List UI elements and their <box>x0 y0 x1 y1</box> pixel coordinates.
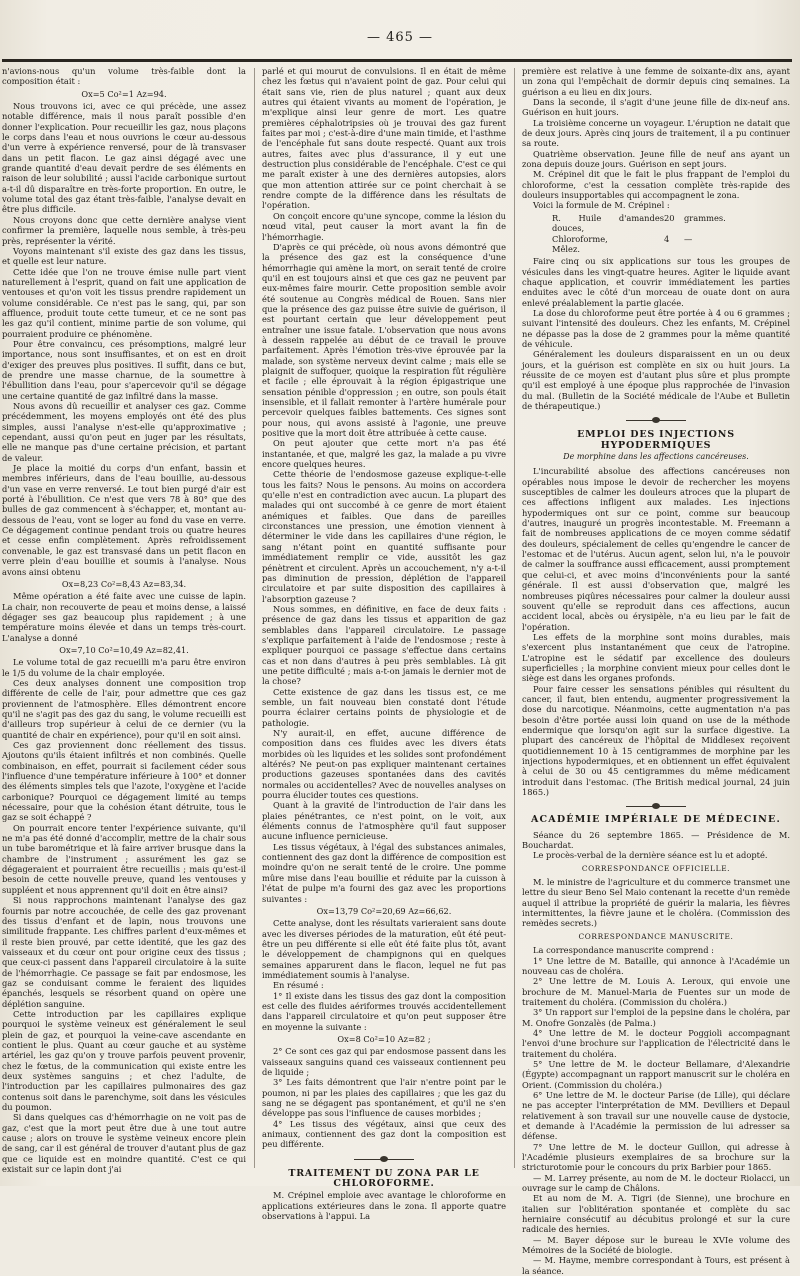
paragraph: Cette existence de gaz dans les tissus est, ce me semble, un fait nouveau bien constaté dont l'étude pourra éclairer certains points de physiologie et de pathologie. <box>262 686 506 728</box>
paragraph: Cette introduction par les capillaires explique pourquoi le système veineux est généralement le seul plein de gaz, et pourquoi la veine-cave ascendante en contient le plus. Quant au cœur gauche et au système artériel, les gaz qu'on y trouve parfois peuvent provenir, chez le fœtus, de la communication qui existe entre les deux systèmes sanguins ; et chez l'adulte, de l'introduction par les capillaires pulmonaires des gaz contenus soit dans le parenchyme, soit dans les vésicules du poumon. <box>2 1008 246 1113</box>
paragraph: 1° Une lettre de M. Bataille, qui annonce à l'Académie un nouveau cas de choléra. <box>522 955 790 976</box>
paragraph: Pour être convaincu, ces présomptions, malgré leur importance, nous sont insuffisantes, et on est en droit d'exiger des preuves plus positives. Il suffit, dans ce but, de prendre une masse charnue, de la soumettre à l'ébullition dans l'eau, pour s'apercevoir qu'il se dégage une certaine quantité de gaz infiltré dans la masse. <box>2 338 246 401</box>
paragraph: On conçoit encore qu'une syncope, comme la lésion du nœud vital, peut causer la mort avant la fin de l'hémorrhagie. <box>262 210 506 242</box>
paragraph: 4° Une lettre de M. le docteur Poggioli accompagnant l'envoi d'une brochure sur l'application de l'électricité dans le traitement du choléra. <box>522 1027 790 1059</box>
subsection-heading: CORRESPONDANCE MANUSCRITE. <box>578 931 734 941</box>
gas-formula: Ox=7,10 Co²=10,49 Az=82,41. <box>59 644 189 655</box>
paragraph: 2° Ce sont ces gaz qui par endosmose passent dans les vaisseaux sanguins quand ces vaisseaux contiennent peu de liquide ; <box>262 1046 506 1077</box>
paragraph: Nous trouvons ici, avec ce qui précède, une assez notable différence, mais il nous paraît possible d'en donner l'explication. Pour recueillir les gaz, nous plaçons le corps dans l'eau et nous ouvrions le cœur au-dessous d'un verre à expérience renversé, pour de là transvaser dans un petit flacon. Le gaz ainsi dégagé avec une grande quantité d'eau devait perdre de ses éléments en raison de leur solubilité ; aussi l'acide carbonique surtout a-t-il dû disparaître en très-forte proportion. En outre, le volume total des gaz étant très-faible, l'analyse devait en être plus difficile. <box>2 101 246 215</box>
gas-formula: Ox=5 Co²=1 Az=94. <box>81 88 167 99</box>
header-rule <box>2 59 792 62</box>
column-left <box>2 66 246 1176</box>
paragraph: parlé et qui mourut de convulsions. Il en était de même chez les fœtus qui n'avaient point de gaz. Pour celui qui était sans vie, rien de plus naturel ; quant aux deux autres qui étaient vivants au moment de l'opération, je m'explique ainsi leur genre de mort. Les quatre premières céphalotripsies où je trouvai des gaz furent faites par moi ; c'est-à-dire d'une main timide, et l'asthme de l'encéphale fut sans doute respecté. Quant aux trois autres, faites avec plus d'assurance, il y eut une destruction plus considérable de l'encéphale. C'est ce qui me paraît exister à une des dernières autopsies, alors que mon attention attirée sur ce point cherchait à se rendre compte de la différence dans les résultats de l'opération. <box>262 66 506 211</box>
gas-formula: Ox=8 Co²=10 Az=82 ; <box>337 1033 431 1044</box>
paragraph: Quant à la gravité de l'introduction de l'air dans les plaies pénétrantes, ce n'est point, on le voit, aux éléments connus de l'atmosphère qu'il faut supposer aucune influence pernicieuse. <box>262 800 506 842</box>
section-title: EMPLOI DES INJECTIONS HYPODERMIQUES <box>577 429 735 451</box>
paragraph: — M. Bayer dépose sur le bureau le XVIe volume des Mémoires de la Société de biologie. <box>522 1234 790 1256</box>
paragraph: Les tissus végétaux, à l'égal des substances animales, contiennent des gaz dont la différence de composition est moindre qu'on ne serait tenté de le croire. Une pomme mûre mise dans l'eau bouillie et réduite par la cuisson à l'état de pulpe m'a fourni des gaz avec les proportions suivantes : <box>262 841 506 904</box>
paragraph: Voyons maintenant s'il existe des gaz dans les tissus, et quelle est leur nature. <box>2 245 246 267</box>
paragraph: Cette idée que l'on ne trouve émise nulle part vient naturellement à l'esprit, quand on fait une application de ventouses et qu'on voit les tissus prendre rapidement un volume considérable. Ce n'est pas le sang, qui, par son affluence, produit toute cette tumeur, et ce ne sont pas les gaz qu'il contient, minime partie de son volume, qui pourraient produire ce phénomène. <box>2 266 246 339</box>
paragraph: N'y aurait-il, en effet, aucune différence de composition dans ces fluides avec les divers états morbides où les liquides et les solides sont profondément altérés? Ne peut-on pas expliquer maintenant certaines productions gazeuses spontanées dans des cavités normales ou accidentelles? Avec de nouvelles analyses on pourra élucider toutes ces questions. <box>262 728 506 801</box>
paragraph: L'incurabilité absolue des affections cancéreuses non opérables nous impose le devoir de rechercher les moyens susceptibles de calmer les douleurs atroces que la plupart de ces affections infligent aux malades. Les injections hypodermiques ont sur ce point, comme sur beaucoup d'autres, inauguré un progrès incontestable. M. Freemann a fait de nombreuses applications de ce moyen comme sédatif des douleurs, spécialement de celles qu'engendre le cancer de l'estomac et de l'utérus. Aucun agent, selon lui, n'a le pouvoir de calmer la souffrance aussi efficacement, aussi promptement que celui-ci, et avec moins d'inconvénients pour la santé générale. Il est aussi d'observation que, malgré les nombreuses piqûres nécessaires pour calmer la douleur aussi souvent qu'elle se reproduit dans ces affections, aucun accident local, abcès ou érysipèle, n'a eu lieu par le fait de l'opération. <box>522 466 790 632</box>
paragraph: Nous avons dû recueillir et analyser ces gaz. Comme précédemment, les moyens employés ont été des plus simples, aussi l'analyse n'est-elle qu'approximative ; cependant, aussi qu'on peut en juger par les résultats, elle ne manque pas d'une certaine précision, et partant de valeur. <box>2 401 246 463</box>
paragraph: Le volume total de gaz recueilli m'a paru être environ le 1/5 du volume de la chair employée. <box>2 657 246 678</box>
paragraph: M. le ministre de l'agriculture et du commerce transmet une lettre du sieur Beno Sel Maio contenant la recette d'un remède auquel il attribue la propriété de guérir la malaria, les fièvres intermittentes, la fièvre jaune et le choléra. (Commission des remèdes secrets.) <box>522 877 790 929</box>
paragraph: Le procès-verbal de la dernière séance est lu et adopté. <box>533 850 768 861</box>
paragraph: Quatrième observation. Jeune fille de neuf ans ayant un zona depuis douze jours. Guérison en sept jours. <box>522 148 790 170</box>
column-divider <box>254 68 255 1168</box>
paragraph: 3° Un rapport sur l'emploi de la pepsine dans le choléra, par M. Onofre Gonzalès (de Palma.) <box>522 1007 790 1028</box>
paragraph: Nous croyons donc que cette dernière analyse vient confirmer la première, laquelle nous semble, à très-peu près, représenter la vérité. <box>2 214 246 246</box>
paragraph: — M. Hayme, membre correspondant à Tours, est présent à la séance. <box>522 1255 790 1276</box>
paragraph: Les effets de la morphine sont moins durables, mais s'exercent plus instantanément que ceux de l'atropine. L'atropine est le sédatif par excellence des douleurs superficielles ; la morphine convient mieux pour celles dont le siège est dans les organes profonds. <box>522 631 790 684</box>
section-ornament <box>626 416 686 424</box>
section-subtitle: De morphine dans les affections cancéreuses. <box>563 452 749 462</box>
paragraph: 7° Une lettre de M. le docteur Guillon, qui adresse à l'Académie plusieurs exemplaires de sa brochure sur la stricturotomie pour le concours du prix Barbier pour 1865. <box>522 1141 790 1173</box>
paragraph: Faire cinq ou six applications sur tous les groupes de vésicules dans les vingt-quatre heures. Agiter le liquide avant chaque application, et couvrir immédiatement les parties enduites avec le côté d'un morceau de ouate dont on aura enlevé préalablement la partie glacée. <box>522 256 790 308</box>
paragraph: D'après ce qui précède, où nous avons démontré que la présence des gaz est la conséquence d'une hémorrhagie qui amène la mort, on serait tenté de croire qu'il en est toujours ainsi et que ces gaz ne peuvent par eux-mêmes faire mourir. Cette proposition semble avoir été soutenue au Congrès médical de Rouen. Sans nier que la présence des gaz puisse être suivie de guérison, il est pourtant certain que leur développement peut entraîner une issue fatale. L'observation que nous avons à dessein rappelée au début de ce travail le prouve parfaitement. Après l'émotion très-vive éprouvée par la malade, son système nerveux devint calme ; mais elle se plaignit de suffoquer, quoique la respiration fût régulière et facile ; elle éprouvait à la région épigastrique une sensation pénible d'oppression ; en outre, son pouls était insensible, et il fallait remonter à l'artère humérale pour percevoir quelques faibles battements. Ces signes sont pour nous, qui avons assisté à l'agonie, une preuve positive que la mort doit être attribuée à cette cause. <box>262 241 506 439</box>
paragraph: Si dans quelques cas d'hémorrhagie on ne voit pas de gaz, c'est que la mort peut être due à une tout autre cause ; alors on trouve le système veineux encore plein de sang, car il est général de trouver d'autant plus de gaz que ce liquide est en moindre quantité. C'est ce qui existait sur ce lapin dont j'ai <box>2 1112 246 1175</box>
paragraph: n'avions-nous qu'un volume très-faible dont la composition était : <box>2 66 246 87</box>
section-ornament <box>626 802 686 810</box>
prescription-line: Mêlez. <box>552 243 580 254</box>
gas-formula: Ox=13,79 Co²=20,69 Az=66,62. <box>316 905 452 916</box>
paragraph: Ces gaz proviennent donc réellement des tissus. Ajoutons qu'ils étaient infiltrés et non combinés. Quelle combinaison, en effet, pourrait si facilement céder sous l'influence d'une température inférieure à 100° et donner des éléments simples tels que l'azote, l'oxygène et l'acide carbonique? Pourquoi ce dégagement limité au temps nécessaire, pour que la cohésion étant détruite, tous le gaz se soit échappé ? <box>2 740 246 823</box>
paragraph: Cette théorie de l'endosmose gazeuse explique-t-elle tous les faits? Nous le pensons. Au moins on accordera qu'elle n'est en contradiction avec aucun. La plupart des malades qui ont succombé à ce genre de mort étaient anémiques et faibles. Que dans de pareilles circonstances une pression, une émotion viennent à déterminer le vide dans les capillaires d'une région, le sang n'étant point en quantité suffisante pour immédiatement remplir ce vide, aussitôt les gaz pénètrent et circulent. Après un accouchement, n'y a-t-il pas diminution de pression, déplétion de l'appareil circulatoire et par suite disposition des capillaires à l'absorption gazeuse ? <box>262 469 506 604</box>
paragraph: Même opération a été faite avec une cuisse de lapin. La chair, non recouverte de peau et moins dense, a laissé dégager ses gaz beaucoup plus rapidement ; à une température moins élevée et dans un temps très-court. L'analyse a donné <box>2 591 246 643</box>
paragraph: 4° Les tissus des végétaux, ainsi que ceux des animaux, contiennent des gaz dont la composition est peu différente. <box>262 1118 506 1150</box>
paragraph: Généralement les douleurs disparaissent en un ou deux jours, et la guérison est complète en six ou huit jours. La réussite de ce moyen est d'autant plus sûre et plus prompte qu'il est employé à une époque plus rapprochée de l'invasion du mal. (Bulletin de la Société médicale de l'Aube et Bulletin de thérapeutique.) <box>522 349 790 411</box>
paragraph: Et au nom de M. A. Tigri (de Sienne), une brochure en italien sur l'oblitération spontanée et complète du sac herniaire consécutif au décubitus prolongé et sur la cure radicale des hernies. <box>522 1193 790 1235</box>
paragraph: M. Crépinel emploie avec avantage le chloroforme en applications extérieures dans le zona. Il apporte quatre observations à l'appui. La <box>262 1190 506 1222</box>
paragraph: 6° Une lettre de M. le docteur Parise (de Lille), qui déclare ne pas accepter l'interprétation de MM. Devilliers et Depaul relativement à son travail sur une nouvelle cause de dystocie, et demande à l'Académie la permission de lui adresser sa défense. <box>522 1089 790 1142</box>
paragraph: En résumé : <box>273 980 324 991</box>
column-right <box>522 66 790 1276</box>
prescription-line: R. Huile d'amandes douces, 20 grammes. <box>552 212 726 234</box>
subsection-heading: CORRESPONDANCE OFFICIELLE. <box>581 863 731 873</box>
prescription-line: Chloroforme, 4 — <box>552 233 693 244</box>
paragraph: La dose du chloroforme peut être portée à 4 ou 6 grammes ; suivant l'intensité des douleurs. Chez les enfants, M. Crépinel ne dépasse pas la dose de 2 grammes pour la même quantité de véhicule. <box>522 307 790 349</box>
paragraph: Cette analyse, dont les résultats varieraient sans doute avec les diverses périodes de la maturation, eût été peut-être un peu différente si elle eût été faite plus tôt, avant le développement de champignons qui en quelques semaines apparurent dans le flacon, lequel ne fut pas immédiatement soumis à l'analyse. <box>262 918 506 980</box>
paragraph: Je place la moitié du corps d'un enfant, bassin et membres inférieurs, dans de l'eau bouillie, au-dessous d'un vase en verre renversé. Le tout bien purgé d'air est porté à l'ébullition. Ce n'est que vers 78 à 80° que des bulles de gaz commencent à s'échapper, et, montant au-dessous de l'eau, vont se loger au fond du vase en verre. Ce dégagement continue pendant trois ou quatre heures et cesse enfin complètement. Après refroidissement convenable, le gaz est transvasé dans un petit flacon en verre plein d'eau bouillie et soumis à l'analyse. Nous avons ainsi obtenu <box>2 463 246 577</box>
paragraph: 1° Il existe dans les tissus des gaz dont la composition est celle des fluides aériformes trouvés accidentellement dans l'appareil circulatoire et qu'on peut supposer être en moyenne la suivante : <box>262 990 506 1032</box>
paragraph: La correspondance manuscrite comprend : <box>533 945 714 956</box>
section-title: TRAITEMENT DU ZONA PAR LE CHLOROFORME. <box>288 1167 480 1190</box>
paragraph: M. Crépinel dit que le fait le plus frappant de l'emploi du chloroforme, c'est la cessation complète très-rapide des douleurs insupportables qui accompagnent le zona. <box>522 169 790 201</box>
gas-formula: Ox=8,23 Co²=8,43 Az=83,34. <box>61 578 187 589</box>
paragraph: Voici la formule de M. Crépinel : <box>533 200 670 211</box>
paragraph: Si nous rapprochons maintenant l'analyse des gaz fournis par notre accouchée, de celle des gaz provenant des tissus d'enfant et de lapin, nous trouvons une similitude frappante. Les chiffres parlent d'eux-mêmes et il reste bien prouvé, par cette identité, que les gaz des vaisseaux et du cœur ont pour origine ceux des tissus ; que ceux-ci passent dans l'appareil circulatoire à la suite de l'hémorrhagie. Ce passage se fait par endosmose, les gaz se conduisant comme le feraient des liquides épanchés, lesquels se résorbent quand on opère une déplétion sanguine. <box>2 895 246 1009</box>
page-number: — 465 — <box>366 30 434 45</box>
column-divider <box>514 68 515 1168</box>
paragraph: Dans la seconde, il s'agit d'une jeune fille de dix-neuf ans. Guérison en huit jours. <box>522 97 790 118</box>
paragraph: 2° Une lettre de M. Louis A. Leroux, qui envoie une brochure de M. Manuel-Maria de Fuentes sur un mode de traitement du choléra. (Commission du choléra.) <box>522 976 790 1007</box>
prescription-formula <box>552 213 790 254</box>
paragraph: Ces deux analyses donnent une composition trop différente de celle de l'air, pour admettre que ces gaz proviennent de l'atmosphère. Elles démontrent encore qu'il ne s'agit pas des gaz du sang, le volume recueilli est d'ailleurs trop supérieur à celui de ce dernier (vu la quantité de chair en expérience), pour qu'il en soit ainsi. <box>2 677 246 740</box>
academy-heading: ACADÉMIE IMPÉRIALE DE MÉDECINE. <box>530 814 782 826</box>
paragraph: — M. Larrey présente, au nom de M. le docteur Riolacci, un ouvrage sur le camp de Châlons. <box>522 1172 790 1194</box>
paragraph: Pour faire cesser les sensations pénibles qui résultent du cancer, il faut, bien entendu, augmenter progressivement la dose du narcotique. Néanmoins, cette augmentation n'a pas besoin d'être portée aussi loin quand on use de la méthode endermique que lorsqu'on agit sur la surface digestive. La plupart des cancéreux de l'hôpital de Middlesex reçoivent quotidiennement 10 à 15 centigrammes de morphine par les injections hypodermiques, et en obtiennent un effet équivalent à celui de 30 ou 45 centigrammes du même médicament introduit dans l'estomac. (The British medical journal, 24 juin 1865.) <box>522 683 790 798</box>
column-middle <box>262 66 506 1222</box>
paragraph: première est relative à une femme de soixante-dix ans, ayant un zona qui l'empêchait de dormir depuis cinq semaines. La guérison a eu lieu en dix jours. <box>522 66 790 97</box>
paragraph: Séance du 26 septembre 1865. — Présidence de M. Bouchardat. <box>522 829 790 851</box>
paragraph: On pourrait encore tenter l'expérience suivante, qu'il ne m'a pas été donné d'accomplir, mettre de la chair sous un tube barométrique et là faire arriver brusque dans la chambre de l'instrument ; assurément les gaz se dégageraient et pourraient être recueillis ; mais qu'est-il besoin de cette nouvelle preuve, quand les ventouses y suppléent et nous apprennent qu'il doit en être ainsi? <box>2 822 246 895</box>
paragraph: Nous sommes, en définitive, en face de deux faits : présence de gaz dans les tissus et apparition de gaz semblables dans l'appareil circulatoire. Le passage s'explique parfaitement à l'aide de l'endosmose ; reste à expliquer pourquoi ce passage s'effectue dans certains cas et non dans d'autres à peu près semblables. Là git une petite difficulté ; mais a-t-on jamais le dernier mot de la chose? <box>262 603 506 687</box>
section-ornament <box>354 1155 414 1163</box>
paragraph: 3° Les faits démontrent que l'air n'entre point par le poumon, ni par les plaies des capillaires ; que les gaz du sang ne se dégagent pas spontanément, et qu'il ne s'en développe pas sous l'influence de causes morbides ; <box>262 1077 506 1119</box>
paragraph: 5° Une lettre de M. le docteur Bellamare, d'Alexandrie (Égypte) accompagnant un rapport manuscrit sur le choléra en Orient. (Commission du choléra.) <box>522 1058 790 1090</box>
paragraph: La troisième concerne un voyageur. L'éruption ne datait que de deux jours. Après cinq jours de traitement, il a pu continuer sa route. <box>522 117 790 149</box>
paragraph: On peut ajouter que cette mort n'a pas été instantanée, et que, malgré les gaz, la malade a pu vivre encore quelques heures. <box>262 438 506 470</box>
